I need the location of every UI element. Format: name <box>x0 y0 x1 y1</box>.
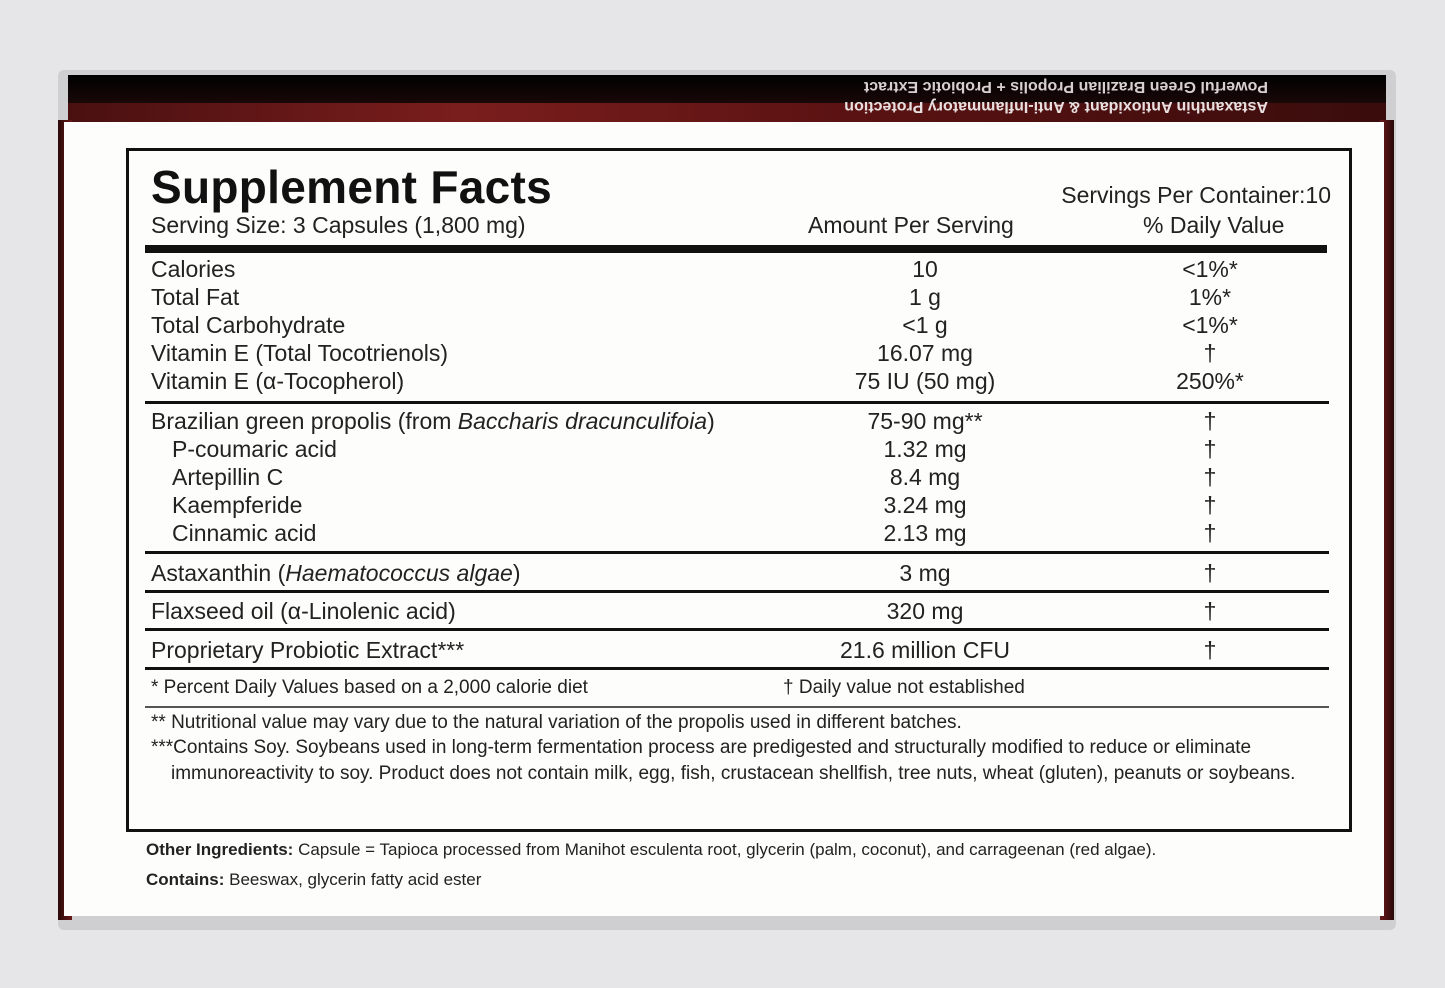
nutrient-dv: 1%* <box>1188 284 1232 310</box>
table-row <box>0 520 1445 548</box>
nutrient-dv: † <box>1203 598 1217 624</box>
contains-line <box>146 870 481 890</box>
nutrient-name: Artepillin C <box>172 464 284 490</box>
table-row <box>0 340 1445 368</box>
table-row <box>0 598 1445 626</box>
table-row <box>0 284 1445 312</box>
box-top-flap <box>68 75 1386 123</box>
contains-text: Beeswax, glycerin fatty acid ester <box>224 870 482 889</box>
nutrient-amount: 1.32 mg <box>883 436 967 462</box>
nutrient-name: Kaempferide <box>172 492 303 518</box>
nutrient-amount: 1 g <box>909 284 941 310</box>
nutrient-dv: † <box>1203 492 1217 518</box>
nutrient-amount: 75-90 mg** <box>867 408 983 434</box>
nutrient-dv: † <box>1203 340 1217 366</box>
table-row <box>0 368 1445 396</box>
nutrient-amount: 3 mg <box>899 560 951 586</box>
section-divider <box>145 667 1329 670</box>
nutrient-name-prefix: Astaxanthin ( <box>151 560 286 586</box>
nutrient-dv: † <box>1203 408 1217 434</box>
nutrient-dv: † <box>1203 520 1217 546</box>
nutrient-name: Flaxseed oil (α-Linolenic acid) <box>151 598 456 624</box>
other-ingredients-text: Capsule = Tapioca processed from Manihot esculenta root, glycerin (palm, coconut), and carrageenan (red algae). <box>293 840 1157 859</box>
nutrient-name-prefix: Brazilian green propolis (from <box>151 408 458 434</box>
footnote-dagger: † Daily value not established <box>783 677 1025 698</box>
thin-divider <box>145 706 1329 708</box>
nutrient-dv: † <box>1203 436 1217 462</box>
nutrient-name-italic: Baccharis dracunculifoia <box>457 408 708 434</box>
box-top-mirrored-text-2: Astaxanthin Antioxidant & Anti-Inflammatory Protection <box>844 98 1268 115</box>
nutrient-name: Vitamin E (Total Tocotrienols) <box>151 340 449 366</box>
nutrient-amount: 2.13 mg <box>883 520 967 546</box>
servings-per-container: Servings Per Container:10 <box>1061 182 1331 208</box>
footnote-nutritional: ** Nutritional value may vary due to the natural variation of the propolis used in different batches. <box>151 712 962 733</box>
table-row <box>0 256 1445 284</box>
column-header-amount: Amount Per Serving <box>808 212 1014 238</box>
panel-title: Supplement Facts <box>151 161 552 213</box>
nutrient-amount: 3.24 mg <box>883 492 967 518</box>
nutrient-amount: 10 <box>912 256 938 282</box>
nutrient-name: Calories <box>151 256 236 282</box>
nutrient-name: Vitamin E (α-Tocopherol) <box>151 368 405 394</box>
other-ingredients <box>146 840 1156 860</box>
nutrient-name <box>151 560 521 587</box>
other-ingredients-label: Other Ingredients: <box>146 840 294 859</box>
nutrient-amount: <1 g <box>902 312 948 338</box>
table-row <box>0 408 1445 436</box>
nutrient-dv: 250%* <box>1176 368 1244 394</box>
table-row <box>0 492 1445 520</box>
section-divider <box>145 551 1329 554</box>
nutrient-name: Cinnamic acid <box>172 520 317 546</box>
nutrient-name-suffix: ) <box>707 408 715 434</box>
nutrient-dv: † <box>1203 464 1217 490</box>
nutrient-name: P-coumaric acid <box>172 436 337 462</box>
column-header-daily-value: % Daily Value <box>1143 212 1285 238</box>
nutrient-name <box>151 408 715 435</box>
nutrient-dv: <1%* <box>1182 256 1238 282</box>
nutrient-dv: † <box>1203 637 1217 663</box>
nutrient-amount: 320 mg <box>886 598 964 624</box>
table-row <box>0 312 1445 340</box>
nutrient-name-suffix: ) <box>512 560 521 586</box>
section-divider <box>145 401 1329 404</box>
section-divider <box>145 590 1329 593</box>
nutrient-dv: † <box>1203 560 1217 586</box>
table-row <box>0 436 1445 464</box>
table-row <box>0 464 1445 492</box>
section-divider <box>145 628 1329 631</box>
nutrient-name: Total Carbohydrate <box>151 312 346 338</box>
nutrient-name: Proprietary Probiotic Extract*** <box>151 637 465 663</box>
thick-divider <box>145 245 1327 253</box>
nutrient-name-italic: Haematococcus algae <box>285 560 513 586</box>
table-row <box>0 637 1445 665</box>
nutrient-amount: 21.6 million CFU <box>840 637 1010 663</box>
serving-size: Serving Size: 3 Capsules (1,800 mg) <box>151 212 526 238</box>
nutrient-name: Total Fat <box>151 284 240 310</box>
nutrient-amount: 16.07 mg <box>877 340 973 366</box>
footnote-daily-values: * Percent Daily Values based on a 2,000 calorie diet <box>151 677 588 698</box>
table-row <box>0 560 1445 588</box>
contains-label: Contains: <box>146 870 225 889</box>
footnote-soy: ***Contains Soy. Soybeans used in long-term fermentation process are predigested and structurally modified to reduce or eliminate immunoreactivity to soy. Product does not contain milk, egg, fish, crustacean shellfish, tree nuts, wheat (gluten), peanuts or soybeans. <box>151 737 1296 784</box>
nutrient-dv: <1%* <box>1182 312 1238 338</box>
box-top-mirrored-text-1: Powerful Green Brazilian Propolis + Probiotic Extract <box>863 78 1268 95</box>
nutrient-amount: 75 IU (50 mg) <box>854 368 996 394</box>
nutrient-amount: 8.4 mg <box>889 464 961 490</box>
